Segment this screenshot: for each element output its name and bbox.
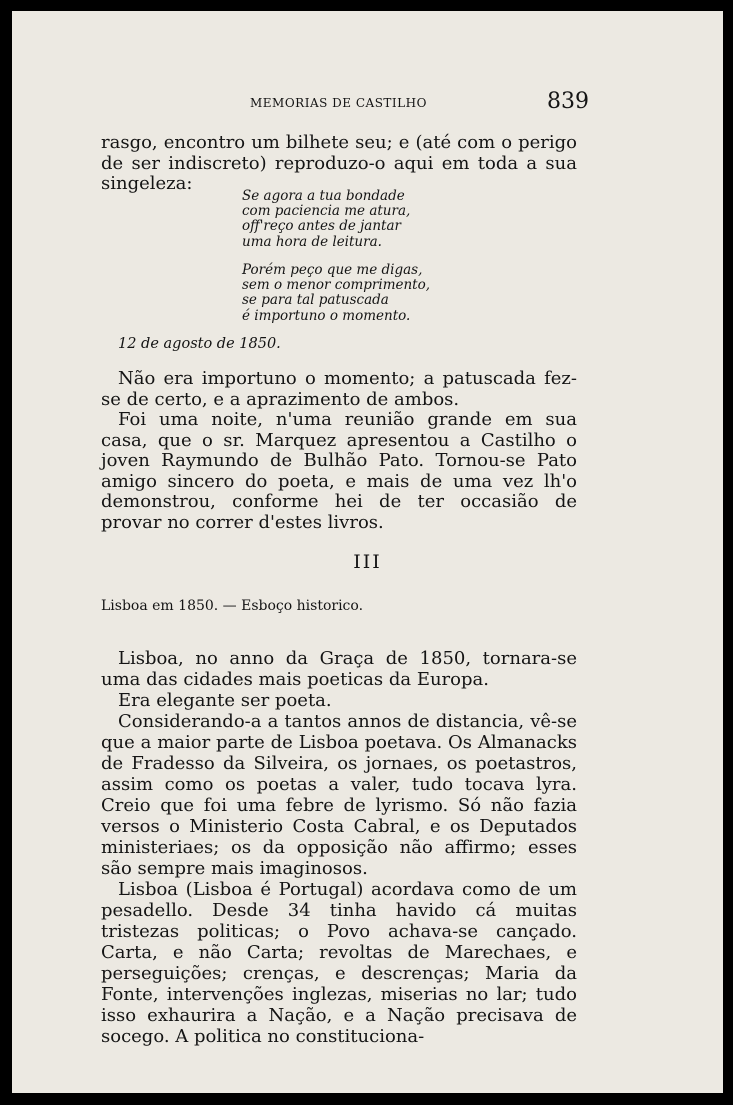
- chapter-number: III: [353, 551, 382, 573]
- poem-line: sem o menor comprimento,: [242, 277, 431, 294]
- poem-line: Porém peço que me digas,: [242, 262, 423, 278]
- paragraph: Foi uma noite, n'uma reunião grande em sua casa, que o sr. Marquez apresentou a Castilho o joven Raymundo de Bulhão Pato. Tornou-se Pato amigo sincero do poeta, e mais de uma vez lh'o demonstrou, conforme hei de ter occasião de provar no correr d'estes livros.: [101, 409, 577, 533]
- poem-line: uma hora de leitura.: [242, 233, 382, 250]
- chapter-summary: Lisboa em 1850. — Esboço historico.: [101, 598, 364, 614]
- poem-stanza-2: [242, 263, 430, 324]
- paragraph: Considerando-a a tantos annos de distancia, vê-se que a maior parte de Lisboa poetava. Os Almanacks de Fradesso da Silveira, os jornaes, os poetastros, assim como os poetas a valer, tudo tocava lyra. Creio que foi uma febre de lyrismo. Só não fazia versos o Ministerio Costa Cabral, e os Deputados ministeriaes; os da opposição não affirmo; esses são sempre mais imaginosos.: [101, 711, 577, 879]
- poem-date: 12 de agosto de 1850.: [118, 336, 281, 352]
- poem-line: com paciencia me atura,: [242, 203, 411, 220]
- poem-stanza-1: [242, 189, 410, 250]
- chapter-body: [101, 648, 577, 1047]
- intro-paragraph-block: [101, 133, 577, 195]
- poem-line: off'reço antes de jantar: [242, 218, 401, 235]
- paragraph: Lisboa, no anno da Graça de 1850, tornara-se uma das cidades mais poeticas da Europa.: [101, 648, 577, 690]
- paragraph: Não era importuno o momento; a patuscada fez-se de certo, e a aprazimento de ambos.: [101, 368, 577, 410]
- running-title: MEMORIAS DE CASTILHO: [250, 96, 427, 110]
- poem-line: é importuno o momento.: [242, 307, 411, 324]
- poem-line: se para tal patuscada: [242, 292, 389, 309]
- page-number: 839: [547, 89, 589, 114]
- paragraph: Era elegante ser poeta.: [118, 690, 332, 711]
- intro-paragraph: rasgo, encontro um bilhete seu; e (até com o perigo de ser indiscreto) reproduzo-o aqui em toda a sua singeleza:: [101, 132, 577, 194]
- book-page: [12, 11, 723, 1093]
- paragraph: Lisboa (Lisboa é Portugal) acordava como de um pesadello. Desde 34 tinha havido cá muitas tristezas politicas; o Povo achava-se cançado. Carta, e não Carta; revoltas de Marechaes, e perseguições; crenças, e descrenças; Maria da Fonte, intervenções inglezas, miserias no lar; tudo isso exhaurira a Nação, e a Nação precisava de socego. A politica no constituciona-: [101, 879, 577, 1047]
- poem-line: Se agora a tua bondade: [242, 188, 405, 204]
- after-poem-block: [101, 369, 577, 533]
- page-header: [12, 91, 723, 121]
